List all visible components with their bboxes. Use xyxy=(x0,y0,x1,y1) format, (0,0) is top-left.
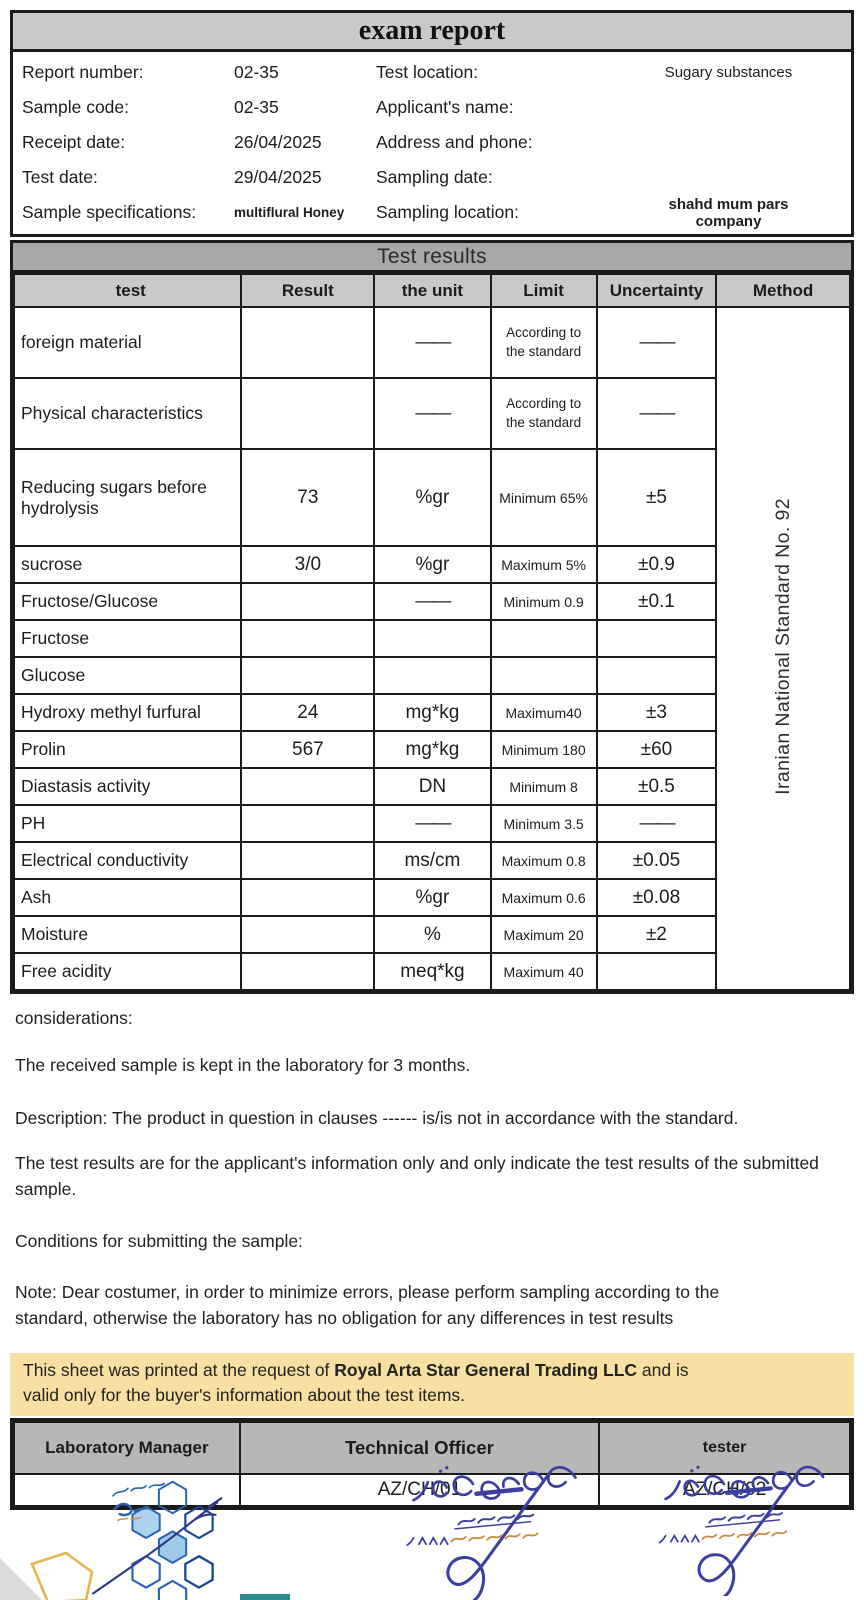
cell-unit: mg*kg xyxy=(374,694,490,731)
cell-uncertainty xyxy=(597,953,717,990)
report-info-section xyxy=(13,52,851,234)
cell-test: Diastasis activity xyxy=(14,768,241,805)
cell-limit: Minimum 65% xyxy=(491,449,597,546)
cell-result xyxy=(241,879,374,916)
technical-officer-code: AZ/CH/01 xyxy=(240,1474,599,1506)
sampling-location-label: Sampling location: xyxy=(376,202,519,222)
info-row xyxy=(13,55,851,90)
cell-test: Prolin xyxy=(14,731,241,768)
cell-uncertainty: ±0.08 xyxy=(597,879,717,916)
cell-unit: meq*kg xyxy=(374,953,490,990)
report-number-label: Report number: xyxy=(22,62,144,82)
banner-prefix: This sheet was printed at the request of xyxy=(23,1360,335,1380)
cell-unit: ms/cm xyxy=(374,842,490,879)
cell-result: 24 xyxy=(241,694,374,731)
results-info-note: The test results are for the applicant's information only and only indicate the test results of the submitted sample. xyxy=(15,1153,819,1199)
cell-test: Fructose/Glucose xyxy=(14,583,241,620)
cell-uncertainty xyxy=(597,657,717,694)
conditions-label: Conditions for submitting the sample: xyxy=(15,1230,303,1251)
address-phone-label: Address and phone: xyxy=(376,132,533,152)
cell-result: 73 xyxy=(241,449,374,546)
laboratory-manager-header: Laboratory Manager xyxy=(14,1422,240,1474)
cell-unit: —— xyxy=(374,583,490,620)
cell-result xyxy=(241,307,374,378)
notes-section xyxy=(15,1006,848,1331)
cell-test: PH xyxy=(14,805,241,842)
cell-uncertainty: ±0.1 xyxy=(597,583,717,620)
receipt-date-value: 26/04/2025 xyxy=(234,132,322,152)
cell-unit: —— xyxy=(374,805,490,842)
banner-line2: valid only for the buyer's information about the test items. xyxy=(23,1385,466,1406)
cell-test: Hydroxy methyl furfural xyxy=(14,694,241,731)
cell-limit: Maximum 20 xyxy=(491,916,597,953)
cell-unit: mg*kg xyxy=(374,731,490,768)
cell-limit: Minimum 3.5 xyxy=(491,805,597,842)
cell-uncertainty: ±0.05 xyxy=(597,842,717,879)
cell-uncertainty: ±5 xyxy=(597,449,717,546)
description-note: Description: The product in question in clauses ------ is/is not in accordance with the standard. xyxy=(15,1107,739,1128)
banner-suffix: and is xyxy=(637,1360,689,1380)
cell-result xyxy=(241,768,374,805)
cell-uncertainty: —— xyxy=(597,378,717,449)
cell-limit: Maximum40 xyxy=(491,694,597,731)
cell-unit: %gr xyxy=(374,879,490,916)
cell-limit: Minimum 8 xyxy=(491,768,597,805)
cell-limit: Minimum 180 xyxy=(491,731,597,768)
info-row xyxy=(13,195,851,230)
technical-officer-signature-stamp xyxy=(392,1456,588,1600)
cell-result xyxy=(241,805,374,842)
cell-test: foreign material xyxy=(14,307,241,378)
cell-uncertainty: —— xyxy=(597,805,717,842)
cell-test: Free acidity xyxy=(14,953,241,990)
cell-result xyxy=(241,583,374,620)
sample-code-label: Sample code: xyxy=(22,97,130,117)
cell-uncertainty: ±0.9 xyxy=(597,546,717,583)
sampling-location-value: shahd mum pars company xyxy=(668,195,789,230)
method-standard-text: Iranian National Standard No. 92 xyxy=(771,497,794,795)
cell-unit: %gr xyxy=(374,546,490,583)
cell-uncertainty: ±0.5 xyxy=(597,768,717,805)
cell-test: Fructose xyxy=(14,620,241,657)
info-row xyxy=(13,90,851,125)
cell-unit: %gr xyxy=(374,449,490,546)
corner-stamp-fragment xyxy=(0,1546,300,1600)
cell-test: Moisture xyxy=(14,916,241,953)
cell-result xyxy=(241,620,374,657)
customer-note: Note: Dear costumer, in order to minimize errors, please perform sampling according to the standard, otherwise the laboratory has no obligation for any differences in test results xyxy=(15,1282,720,1328)
table-row xyxy=(14,307,850,378)
cell-unit: DN xyxy=(374,768,490,805)
tester-header: tester xyxy=(599,1422,850,1474)
cell-unit xyxy=(374,620,490,657)
cell-limit: Maximum 0.6 xyxy=(491,879,597,916)
tester-code: AZ/CH/02 xyxy=(599,1474,850,1506)
test-date-value: 29/04/2025 xyxy=(234,167,322,187)
cell-limit: Maximum 0.8 xyxy=(491,842,597,879)
sampling-date-label: Sampling date: xyxy=(376,167,493,187)
cell-result: 3/0 xyxy=(241,546,374,583)
sample-specifications-value: multiflural Honey xyxy=(234,205,345,220)
table-header-row xyxy=(14,274,850,307)
info-row xyxy=(13,160,851,195)
cell-uncertainty: ±3 xyxy=(597,694,717,731)
sample-code-value: 02-35 xyxy=(234,97,279,117)
cell-method-merged xyxy=(716,307,850,990)
column-header-method: Method xyxy=(716,274,850,307)
test-results-table xyxy=(13,273,851,991)
cell-result xyxy=(241,378,374,449)
cell-uncertainty: ±60 xyxy=(597,731,717,768)
cell-unit xyxy=(374,657,490,694)
page-title: exam report xyxy=(13,13,851,52)
info-row xyxy=(13,125,851,160)
test-results-section xyxy=(10,240,854,994)
cell-limit xyxy=(491,620,597,657)
cell-test: Electrical conductivity xyxy=(14,842,241,879)
cell-limit: Maximum 40 xyxy=(491,953,597,990)
cell-unit: —— xyxy=(374,378,490,449)
column-header-result: Result xyxy=(241,274,374,307)
applicant-name-label: Applicant's name: xyxy=(376,97,514,117)
cell-uncertainty xyxy=(597,620,717,657)
cell-limit: According to the standard xyxy=(491,378,597,449)
test-results-heading: Test results xyxy=(13,243,851,273)
column-header-limit: Limit xyxy=(491,274,597,307)
cell-test: sucrose xyxy=(14,546,241,583)
report-number-value: 02-35 xyxy=(234,62,279,82)
cell-result xyxy=(241,916,374,953)
cell-limit: Maximum 5% xyxy=(491,546,597,583)
cell-test: Physical characteristics xyxy=(14,378,241,449)
cell-unit: % xyxy=(374,916,490,953)
cell-result xyxy=(241,657,374,694)
sample-specifications-label: Sample specifications: xyxy=(22,202,197,222)
test-date-label: Test date: xyxy=(22,167,98,187)
receipt-date-label: Receipt date: xyxy=(22,132,126,152)
cell-unit: —— xyxy=(374,307,490,378)
cell-uncertainty: ±2 xyxy=(597,916,717,953)
cell-result xyxy=(241,842,374,879)
cell-result: 567 xyxy=(241,731,374,768)
corner-hexagon-icon xyxy=(0,1546,300,1600)
signature-icon xyxy=(648,1456,832,1596)
considerations-label: considerations: xyxy=(15,1008,133,1028)
banner-text xyxy=(23,1358,841,1409)
sample-kept-note: The received sample is kept in the laboratory for 3 months. xyxy=(15,1055,471,1076)
cell-uncertainty: —— xyxy=(597,307,717,378)
column-header-test: test xyxy=(14,274,241,307)
signature-icon xyxy=(392,1456,588,1600)
cell-limit: According to the standard xyxy=(491,307,597,378)
printed-request-banner xyxy=(10,1353,854,1416)
cell-test: Glucose xyxy=(14,657,241,694)
test-location-value: Sugary substances xyxy=(664,64,793,81)
cell-result xyxy=(241,953,374,990)
column-header-unit: the unit xyxy=(374,274,490,307)
test-location-label: Test location: xyxy=(376,62,479,82)
cell-test: Reducing sugars before hydrolysis xyxy=(14,449,241,546)
tester-signature-stamp xyxy=(648,1456,832,1596)
column-header-uncertainty: Uncertainty xyxy=(597,274,717,307)
cell-limit: Minimum 0.9 xyxy=(491,583,597,620)
technical-officer-header: Technical Officer xyxy=(240,1422,599,1474)
cell-test: Ash xyxy=(14,879,241,916)
report-header-frame xyxy=(10,10,854,237)
cell-limit xyxy=(491,657,597,694)
banner-company-name: Royal Arta Star General Trading LLC xyxy=(334,1360,638,1380)
